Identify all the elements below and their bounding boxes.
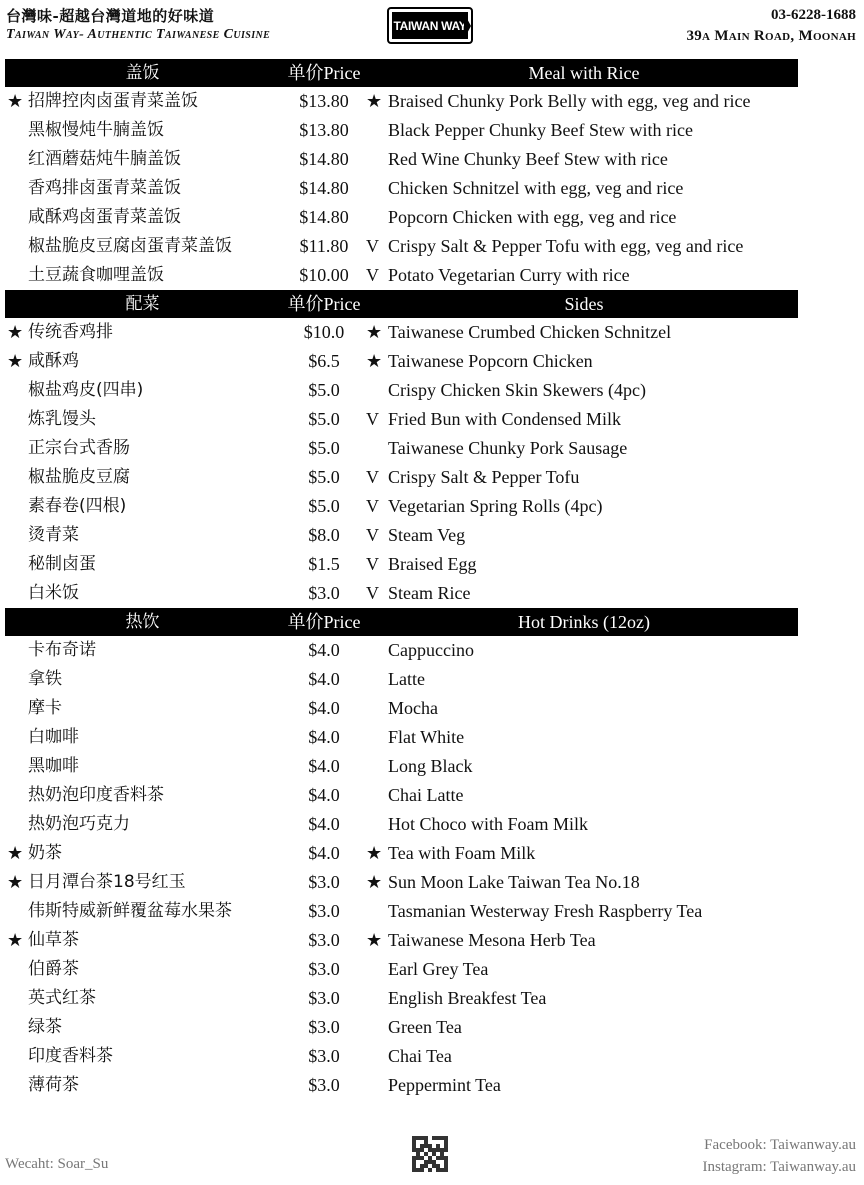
menu-item-row — [5, 116, 798, 145]
item-name-chinese: 烫青菜 — [28, 525, 79, 545]
dietary-marker: V — [366, 525, 379, 545]
menu-item-row — [5, 665, 798, 694]
item-name-english: Chicken Schnitzel with egg, veg and rice — [388, 178, 684, 198]
star-marker: ★ — [7, 351, 24, 371]
item-price: $4.0 — [308, 640, 340, 660]
item-price: $3.0 — [308, 1075, 340, 1095]
item-price: $8.0 — [308, 525, 340, 545]
menu-item-row — [5, 579, 798, 608]
item-price: $10.0 — [303, 322, 345, 342]
item-name-english: Taiwanese Chunky Pork Sausage — [388, 438, 628, 458]
item-name-english: Cappuccino — [388, 640, 474, 660]
menu-item-row — [5, 463, 798, 492]
menu-item-row — [5, 810, 798, 839]
item-name-chinese: 土豆蔬食咖哩盖饭 — [28, 265, 164, 285]
logo-text: TAIWAN WAY — [392, 12, 468, 39]
dietary-marker: V — [366, 467, 379, 487]
item-name-chinese: 咸酥鸡 — [28, 351, 79, 371]
taiwan-way-logo — [387, 7, 473, 44]
menu-item-row — [5, 318, 798, 347]
item-name-english: Crispy Salt & Pepper Tofu with egg, veg and rice — [388, 236, 744, 256]
item-price: $4.0 — [308, 814, 340, 834]
item-name-chinese: 印度香料茶 — [28, 1046, 113, 1066]
star-marker: ★ — [7, 930, 24, 950]
item-name-chinese: 日月潭台茶18号红玉 — [28, 872, 186, 892]
item-name-chinese: 咸酥鸡卤蛋青菜盖饭 — [28, 207, 181, 227]
dietary-marker: V — [366, 554, 379, 574]
menu-item-row — [5, 723, 798, 752]
item-name-chinese: 拿铁 — [28, 669, 62, 689]
item-name-chinese: 仙草茶 — [28, 930, 79, 950]
menu-item-row — [5, 781, 798, 810]
page-header — [0, 0, 864, 56]
item-name-chinese: 炼乳馒头 — [28, 409, 96, 429]
item-name-english: Fried Bun with Condensed Milk — [388, 409, 621, 429]
facebook-link[interactable]: Facebook: Taiwanway.au — [704, 1137, 856, 1153]
menu-table — [5, 59, 798, 1100]
item-price: $1.5 — [308, 554, 340, 574]
instagram-link[interactable]: Instagram: Taiwanway.au — [702, 1159, 856, 1175]
item-name-english: Hot Choco with Foam Milk — [388, 814, 589, 834]
menu-item-row — [5, 376, 798, 405]
item-name-english: Taiwanese Crumbed Chicken Schnitzel — [388, 322, 672, 342]
menu-item-row — [5, 926, 798, 955]
section-title-chinese: 配菜 — [125, 294, 160, 314]
item-price: $3.0 — [308, 872, 340, 892]
item-price: $10.00 — [299, 265, 349, 285]
item-price: $13.80 — [299, 91, 349, 111]
item-name-english: Long Black — [388, 756, 473, 776]
item-name-chinese: 白咖啡 — [28, 727, 79, 747]
item-name-english: Steam Rice — [388, 583, 471, 603]
item-price: $4.0 — [308, 785, 340, 805]
item-name-english: Tasmanian Westerway Fresh Raspberry Tea — [388, 901, 703, 921]
item-name-chinese: 椒盐脆皮豆腐 — [28, 467, 130, 487]
item-name-english: Latte — [388, 669, 425, 689]
item-name-chinese: 椒盐鸡皮(四串) — [28, 380, 144, 400]
item-name-english: Chai Tea — [388, 1046, 452, 1066]
section-title-chinese: 热饮 — [125, 612, 160, 632]
section-title-english: Hot Drinks (12oz) — [518, 612, 650, 632]
item-name-chinese: 传统香鸡排 — [28, 322, 113, 342]
qr-code-icon — [412, 1136, 448, 1172]
menu-item-row — [5, 261, 798, 290]
item-price: $5.0 — [308, 438, 340, 458]
dietary-marker: ★ — [366, 843, 383, 863]
item-price: $4.0 — [308, 727, 340, 747]
dietary-marker: V — [366, 265, 379, 285]
menu-item-row — [5, 434, 798, 463]
item-name-english: Flat White — [388, 727, 465, 747]
item-price: $13.80 — [299, 120, 349, 140]
item-name-english: Chai Latte — [388, 785, 464, 805]
dietary-marker: V — [366, 409, 379, 429]
section-title-chinese: 盖饭 — [125, 63, 160, 83]
item-price: $14.80 — [299, 207, 349, 227]
item-name-english: Green Tea — [388, 1017, 462, 1037]
menu-item-row — [5, 347, 798, 376]
item-price: $4.0 — [308, 698, 340, 718]
menu-item-row — [5, 636, 798, 665]
item-name-chinese: 黑椒慢炖牛腩盖饭 — [28, 120, 164, 140]
menu-item-row — [5, 1071, 798, 1100]
menu-item-row — [5, 1013, 798, 1042]
item-name-english: English Breakfest Tea — [388, 988, 547, 1008]
item-name-english: Peppermint Tea — [388, 1075, 501, 1095]
dietary-marker: V — [366, 583, 379, 603]
item-price: $3.0 — [308, 1017, 340, 1037]
section-title-english: Meal with Rice — [528, 63, 640, 83]
item-name-english: Vegetarian Spring Rolls (4pc) — [388, 496, 603, 516]
item-name-chinese: 摩卡 — [28, 698, 62, 718]
item-price: $3.0 — [308, 930, 340, 950]
item-name-chinese: 秘制卤蛋 — [28, 554, 96, 574]
menu-item-row — [5, 955, 798, 984]
item-price: $3.0 — [308, 959, 340, 979]
item-price: $14.80 — [299, 149, 349, 169]
qr-module — [444, 1168, 448, 1172]
dietary-marker: ★ — [366, 322, 383, 342]
wechat-id: Wecaht: Soar_Su — [5, 1156, 109, 1172]
item-name-chinese: 黑咖啡 — [28, 756, 79, 776]
item-name-chinese: 奶茶 — [28, 843, 62, 863]
item-name-english: Taiwanese Mesona Herb Tea — [388, 930, 596, 950]
item-name-english: Earl Grey Tea — [388, 959, 489, 979]
dietary-marker: ★ — [366, 91, 383, 111]
menu-item-row — [5, 984, 798, 1013]
item-name-chinese: 香鸡排卤蛋青菜盖饭 — [28, 178, 181, 198]
star-marker: ★ — [7, 872, 24, 892]
item-name-english: Crispy Salt & Pepper Tofu — [388, 467, 580, 487]
price-column-header: 单价Price — [287, 612, 361, 632]
item-name-chinese: 热奶泡巧克力 — [28, 814, 130, 834]
item-price: $4.0 — [308, 756, 340, 776]
menu-item-row — [5, 694, 798, 723]
menu-item-row — [5, 868, 798, 897]
item-price: $4.0 — [308, 843, 340, 863]
address: 39a Main Road, Moonah — [686, 28, 856, 44]
menu-item-row — [5, 174, 798, 203]
menu-item-row — [5, 405, 798, 434]
tagline-chinese: 台灣味-超越台灣道地的好味道 — [6, 7, 215, 25]
menu-item-row — [5, 87, 798, 116]
section-title-english: Sides — [564, 294, 604, 314]
item-name-chinese: 薄荷茶 — [28, 1075, 79, 1095]
item-price: $3.0 — [308, 583, 340, 603]
dietary-marker: ★ — [366, 872, 383, 892]
item-name-chinese: 白米饭 — [28, 583, 79, 603]
item-name-chinese: 英式红茶 — [28, 988, 96, 1008]
price-column-header: 单价Price — [287, 63, 361, 83]
item-price: $3.0 — [308, 988, 340, 1008]
menu-item-row — [5, 145, 798, 174]
dietary-marker: V — [366, 496, 379, 516]
menu-item-row — [5, 550, 798, 579]
menu-item-row — [5, 521, 798, 550]
item-name-english: Black Pepper Chunky Beef Stew with rice — [388, 120, 693, 140]
menu-item-row — [5, 232, 798, 261]
item-name-english: Steam Veg — [388, 525, 466, 545]
menu-item-row — [5, 203, 798, 232]
item-name-chinese: 热奶泡印度香料茶 — [28, 785, 164, 805]
dietary-marker: ★ — [366, 351, 383, 371]
menu-item-row — [5, 492, 798, 521]
item-name-english: Tea with Foam Milk — [388, 843, 536, 863]
item-name-english: Braised Chunky Pork Belly with egg, veg and rice — [388, 91, 751, 111]
item-name-chinese: 招牌控肉卤蛋青菜盖饭 — [28, 91, 198, 111]
item-name-english: Crispy Chicken Skin Skewers (4pc) — [388, 380, 646, 400]
phone-number: 03-6228-1688 — [771, 7, 856, 23]
item-price: $3.0 — [308, 1046, 340, 1066]
price-column-header: 单价Price — [287, 294, 361, 314]
dietary-marker: V — [366, 236, 379, 256]
menu-item-row — [5, 752, 798, 781]
item-name-chinese: 伟斯特威新鲜覆盆莓水果茶 — [28, 901, 232, 921]
item-price: $5.0 — [308, 380, 340, 400]
item-name-english: Braised Egg — [388, 554, 477, 574]
section-header — [5, 290, 798, 318]
item-name-chinese: 卡布奇诺 — [28, 640, 96, 660]
item-name-chinese: 椒盐脆皮豆腐卤蛋青菜盖饭 — [28, 236, 232, 256]
menu-item-row — [5, 897, 798, 926]
item-name-english: Mocha — [388, 698, 438, 718]
item-price: $11.80 — [299, 236, 349, 256]
item-price: $5.0 — [308, 467, 340, 487]
item-price: $5.0 — [308, 409, 340, 429]
item-price: $6.5 — [308, 351, 340, 371]
item-name-chinese: 正宗台式香肠 — [28, 438, 130, 458]
star-marker: ★ — [7, 91, 24, 111]
tagline-english: Taiwan Way- Authentic Taiwanese Cuisine — [6, 27, 271, 42]
item-name-chinese: 红酒蘑菇炖牛腩盖饭 — [28, 149, 181, 169]
item-price: $3.0 — [308, 901, 340, 921]
item-name-chinese: 素春卷(四根) — [28, 496, 127, 516]
menu-item-row — [5, 1042, 798, 1071]
item-price: $14.80 — [299, 178, 349, 198]
item-name-english: Red Wine Chunky Beef Stew with rice — [388, 149, 668, 169]
item-name-chinese: 绿茶 — [28, 1017, 62, 1037]
star-marker: ★ — [7, 322, 24, 342]
menu-item-row — [5, 839, 798, 868]
dietary-marker: ★ — [366, 930, 383, 950]
item-name-chinese: 伯爵茶 — [28, 959, 79, 979]
item-name-english: Potato Vegetarian Curry with rice — [388, 265, 630, 285]
star-marker: ★ — [7, 843, 24, 863]
item-price: $4.0 — [308, 669, 340, 689]
item-name-english: Popcorn Chicken with egg, veg and rice — [388, 207, 677, 227]
section-header — [5, 59, 798, 87]
social-links — [703, 1134, 856, 1178]
section-header — [5, 608, 798, 636]
item-price: $5.0 — [308, 496, 340, 516]
item-name-english: Taiwanese Popcorn Chicken — [388, 351, 593, 371]
item-name-english: Sun Moon Lake Taiwan Tea No.18 — [388, 872, 640, 892]
